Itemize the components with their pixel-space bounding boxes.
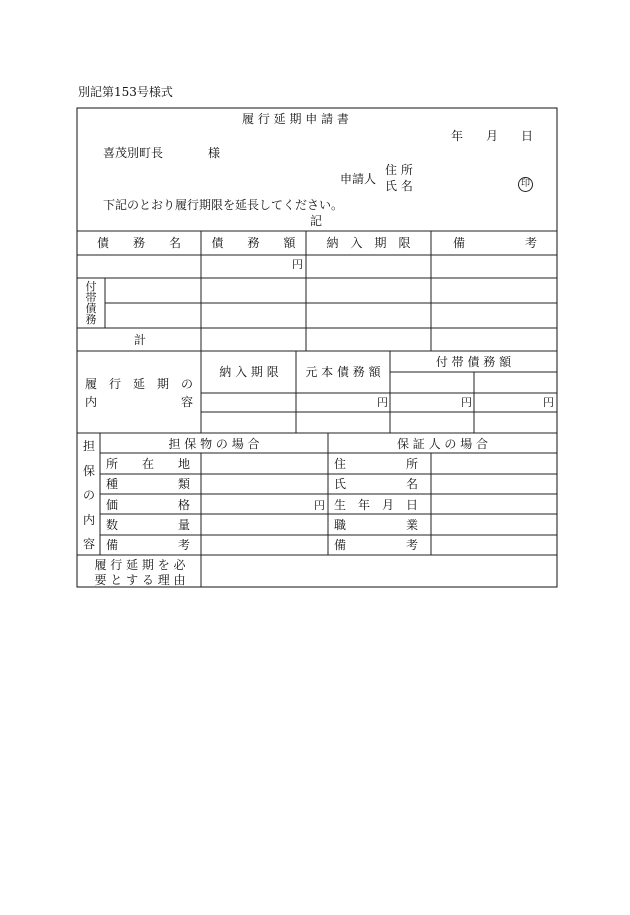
vertical-char: 債 (85, 302, 97, 315)
collateral-row-location: 所 在 地 (106, 457, 191, 471)
guarantor-row-birthdate: 生 年 月 日 (334, 498, 419, 512)
reason-label-line2: 要 と す る 理 由 (94, 573, 186, 587)
guarantor-row-name: 氏 名 (334, 477, 419, 491)
total-label: 計 (134, 333, 147, 347)
header-due-date: 納 入 期 限 (326, 236, 411, 250)
date-year-label: 年 (451, 129, 464, 143)
security-side-label (82, 440, 96, 550)
guarantor-row-remarks: 備 考 (334, 538, 419, 552)
page-title: 履 行 延 期 申 請 書 (242, 112, 349, 126)
collateral-row-remarks: 備 考 (106, 538, 191, 552)
vertical-char: 付 (85, 280, 97, 293)
seal-mark-icon: 印 (518, 177, 533, 192)
vertical-char: 担 (82, 439, 95, 453)
collateral-row-quantity: 数 量 (106, 518, 191, 532)
vertical-char: 容 (82, 537, 95, 551)
reason-label-line1: 履 行 延 期 を 必 (94, 558, 186, 572)
addressee: 喜茂別町長 (103, 146, 164, 160)
vertical-char: 保 (82, 463, 95, 478)
header-remarks: 備 考 (452, 236, 537, 250)
extension-col-due: 納 入 期 限 (219, 365, 279, 379)
date-day-label: 日 (521, 129, 534, 143)
collateral-price-yen: 円 (314, 499, 325, 512)
applicant-address-label: 住 所 (385, 163, 413, 177)
header-debt-name: 債 務 名 (96, 236, 181, 250)
extension-label-line1: 履 行 延 期 の (84, 377, 193, 391)
vertical-char: 帯 (85, 291, 97, 304)
subsidiary-debt-label (84, 281, 98, 325)
principal-yen: 円 (377, 396, 388, 409)
subsidiary-yen-2: 円 (543, 396, 554, 409)
extension-col-subsidiary: 付 帯 債 務 額 (435, 355, 512, 369)
honorific: 様 (208, 146, 221, 160)
vertical-char: の (82, 488, 95, 502)
collateral-row-price: 価 格 (106, 498, 191, 512)
collateral-header: 担 保 物 の 場 合 (168, 437, 260, 451)
guarantor-row-address: 住 所 (334, 457, 419, 471)
ki-label: 記 (310, 214, 323, 228)
extension-col-principal: 元 本 債 務 額 (305, 365, 381, 379)
vertical-char: 務 (85, 313, 97, 326)
request-text: 下記のとおり履行期限を延長してください。 (103, 198, 344, 212)
guarantor-header: 保 証 人 の 場 合 (396, 437, 489, 451)
vertical-char: 内 (82, 512, 95, 527)
debt-amount-yen: 円 (292, 258, 303, 271)
form-id: 別記第153号様式 (78, 85, 173, 99)
applicant-name-label: 氏 名 (385, 179, 413, 193)
extension-label-line2: 内 容 (84, 395, 193, 409)
applicant-label: 申請人 (340, 172, 377, 186)
subsidiary-yen: 円 (461, 396, 472, 409)
date-month-label: 月 (486, 129, 499, 143)
collateral-row-type: 種 類 (106, 477, 191, 491)
header-debt-amount: 債 務 額 (211, 236, 296, 250)
guarantor-row-occupation: 職 業 (334, 518, 419, 532)
